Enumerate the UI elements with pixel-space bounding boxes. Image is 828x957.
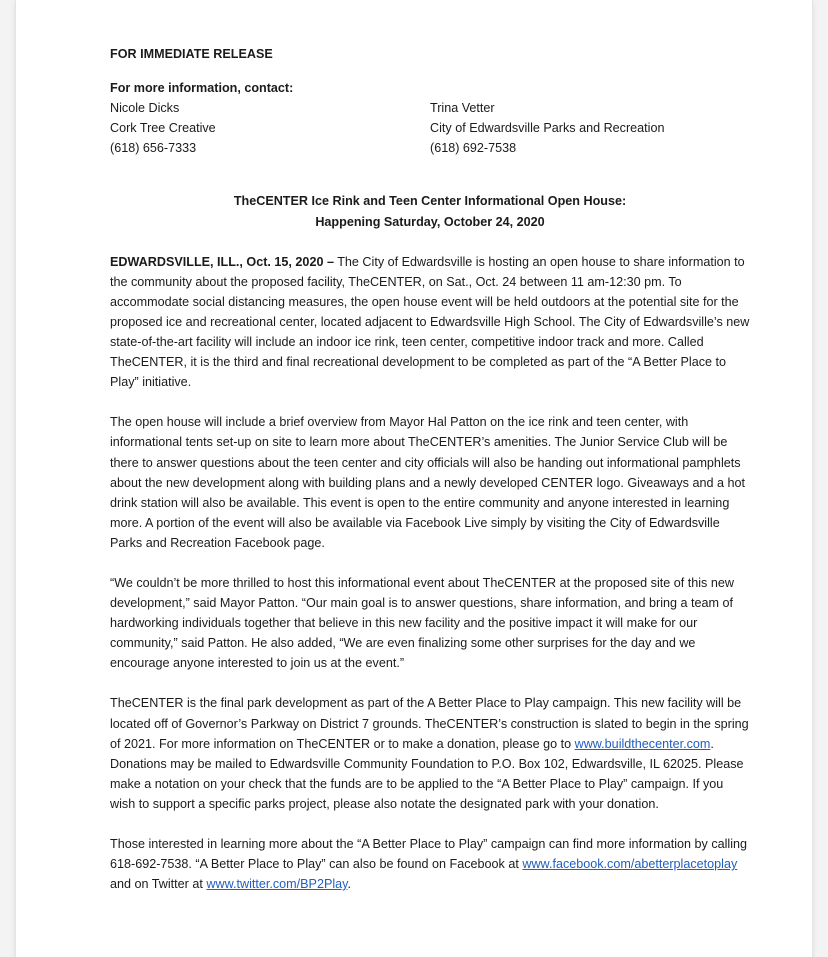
social-text-end: . <box>347 877 352 892</box>
paragraph-intro <box>110 252 750 393</box>
paragraph-social <box>110 834 750 894</box>
contacts-block <box>110 98 750 158</box>
dateline: EDWARDSVILLE, ILL., Oct. 15, 2020 – <box>110 254 334 269</box>
buildthecenter-link[interactable]: www.buildthecenter.com <box>574 736 711 751</box>
twitter-link[interactable]: www.twitter.com/BP2Play <box>206 877 348 892</box>
contact-org: City of Edwardsville Parks and Recreation <box>430 121 665 136</box>
contact-left <box>110 98 430 158</box>
press-release-body <box>110 44 750 894</box>
paragraph-donation <box>110 693 750 814</box>
donation-text-after: . Donations may be mailed to Edwardsville Community Foundation to P.O. Box 102, Edwardsville, IL 62025. Please make a notation on your check that the funds are to be applied to the “A Better Place to Play” campaign. If you wish to support a specific parks project, please also notate the designated park with your donation. <box>110 736 744 811</box>
paragraph-quote: “We couldn’t be more thrilled to host this informational event about TheCENTER at the proposed site of this new development,” said Mayor Patton. “Our main goal is to answer questions, share information, and bring a team of hardworking individuals together that believe in this new facility and the positive impact it will make for our community,” said Patton. He also added, “We are even finalizing some other surprises for the day and we encourage anyone interested to join us at the event.” <box>110 575 734 671</box>
release-label: FOR IMMEDIATE RELEASE <box>110 47 273 61</box>
headline-line1: TheCENTER Ice Rink and Teen Center Informational Open House: <box>233 194 627 209</box>
contact-phone: (618) 692-7538 <box>430 141 517 156</box>
contact-name: Trina Vetter <box>430 101 495 116</box>
contact-org: Cork Tree Creative <box>110 121 216 136</box>
social-text-before: Those interested in learning more about the “A Better Place to Play” campaign can find more information by calling 618-692-7538. “A Better Place to Play” can also be found on Facebook at <box>110 837 748 872</box>
contact-heading: For more information, contact: <box>110 81 294 96</box>
contact-right <box>430 98 750 158</box>
donation-text-before: TheCENTER is the final park development as part of the A Better Place to Play campaign. This new facility will be located off of Governor’s Parkway on District 7 grounds. TheCENTER’s construction is slated to begin in the spring of 2021. For more information on TheCENTER or to make a donation, please go to <box>110 696 749 751</box>
paragraph-open-house: The open house will include a brief overview from Mayor Hal Patton on the ice rink and teen center, with informational tents set-up on site to learn more about TheCENTER’s amenities. The Junior Service Club will be there to answer questions about the teen center and city officials will also be handing out informational pamphlets about the new development along with building plans and a newly developed CENTER logo. Giveaways and a hot drink station will also be available. This event is open to the entire community and anyone interested in learning more. A portion of the event will also be available via Facebook Live simply by visiting the City of Edwardsville Parks and Recreation Facebook page. <box>110 415 745 550</box>
paragraph-intro-text: The City of Edwardsville is hosting an open house to share information to the community about the proposed facility, TheCENTER, on Sat., Oct. 24 between 11 am-12:30 pm. To accommodate social distancing measures, the open house event will be held outdoors at the potential site for the proposed ice and recreational center, located adjacent to Edwardsville High School. The City of Edwardsville’s new state-of-the-art facility will include an indoor ice rink, teen center, competitive indoor track and more. Called TheCENTER, it is the third and final recreational development to be completed as part of the “A Better Place to Play” initiative. <box>110 254 750 390</box>
headline-line2: Happening Saturday, October 24, 2020 <box>315 214 545 229</box>
social-text-middle: and on Twitter at <box>110 877 207 892</box>
headline <box>110 191 750 231</box>
contact-name: Nicole Dicks <box>110 101 180 116</box>
contact-phone: (618) 656-7333 <box>110 141 197 156</box>
facebook-link[interactable]: www.facebook.com/abetterplacetoplay <box>522 857 738 872</box>
document-page <box>16 0 812 957</box>
